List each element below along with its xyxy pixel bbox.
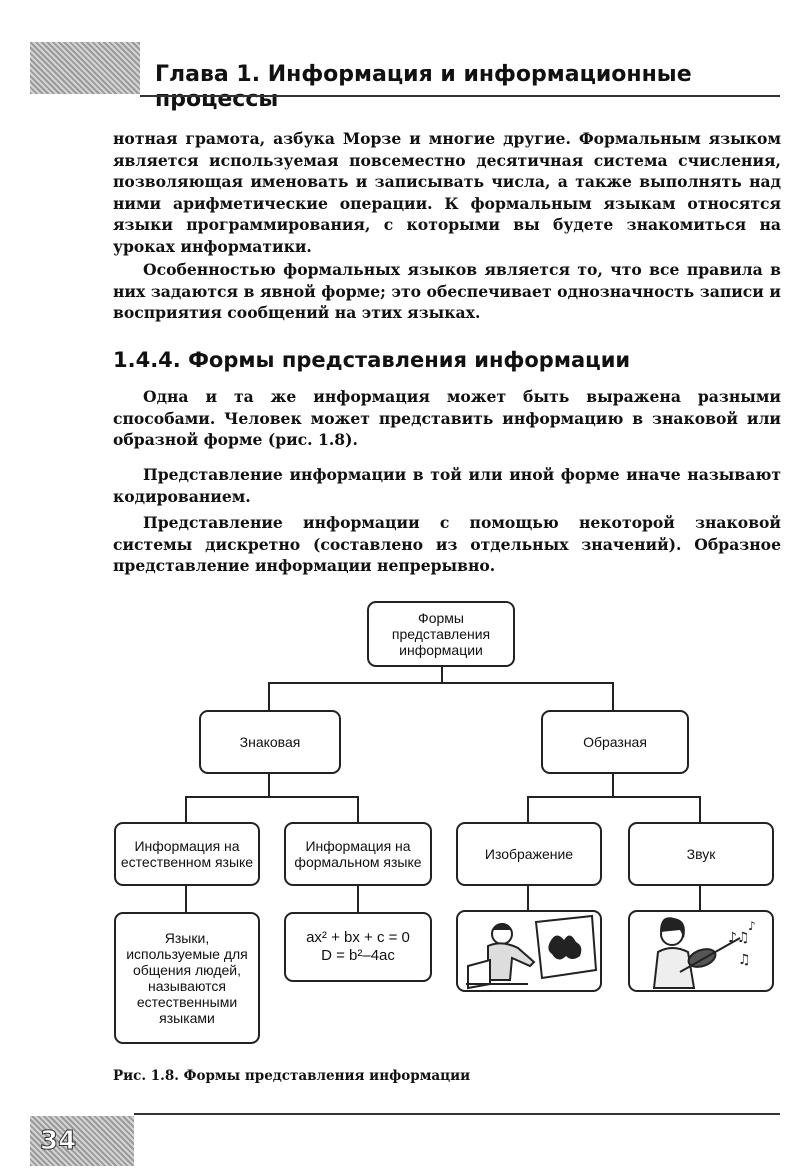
root-node bbox=[367, 601, 515, 667]
formal-label: Информация на формальном языке bbox=[294, 838, 422, 870]
page-number: 34 bbox=[40, 1126, 77, 1156]
connector bbox=[527, 796, 529, 822]
connector bbox=[268, 772, 270, 798]
connector bbox=[527, 886, 529, 910]
paragraph-2: Особенностью формальных языков является то, что все правила в них задаются в явной форме; это обеспечивает однозначность записи и восприятия сообщений на этих языках. bbox=[113, 260, 781, 322]
header-rule bbox=[140, 95, 780, 97]
connector bbox=[612, 682, 614, 710]
natural-language-node bbox=[114, 822, 260, 886]
root-label: Формы представления информации bbox=[391, 610, 491, 658]
artist-drawing-illustration bbox=[456, 910, 602, 992]
svg-text:♪: ♪ bbox=[748, 919, 756, 933]
section-heading: 1.4.4. Формы представления информации bbox=[113, 348, 631, 372]
figure-caption: Рис. 1.8. Формы представления информации bbox=[113, 1068, 471, 1084]
connector bbox=[699, 886, 701, 910]
languages-node bbox=[114, 912, 260, 1044]
formula-node bbox=[284, 912, 432, 982]
paragraph-4: Представление информации в той или иной форме иначе называют кодированием. bbox=[113, 465, 781, 506]
connector bbox=[357, 796, 359, 822]
connector bbox=[357, 886, 359, 912]
connector bbox=[268, 682, 614, 684]
connector bbox=[268, 682, 270, 710]
connector bbox=[527, 796, 701, 798]
svg-text:♪♫: ♪♫ bbox=[728, 930, 750, 946]
sound-label: Звук bbox=[686, 846, 716, 862]
formula-discriminant: D = b²–4ac bbox=[321, 947, 395, 964]
natural-label: Информация на естественном языке bbox=[120, 838, 254, 870]
artist-drawing-icon bbox=[458, 912, 600, 990]
sound-node bbox=[628, 822, 774, 886]
chapter-title: Глава 1. Информация и информационные процессы bbox=[155, 62, 692, 112]
languages-label: Языки, используемые для общения людей, называются естественными языками bbox=[126, 930, 248, 1026]
connector bbox=[441, 665, 443, 683]
picture-label: Изображение bbox=[484, 846, 574, 862]
connector bbox=[185, 796, 187, 822]
picture-node bbox=[456, 822, 602, 886]
paragraph-3: Одна и та же информация может быть выражена разными способами. Человек может представить информацию в знаковой или образной форме (рис. 1.8). bbox=[113, 387, 781, 449]
sign-label: Знаковая bbox=[239, 734, 301, 750]
image-label: Образная bbox=[583, 734, 647, 750]
image-node bbox=[541, 710, 689, 774]
connector bbox=[185, 886, 187, 912]
connector bbox=[612, 772, 614, 798]
connector bbox=[699, 796, 701, 822]
connector bbox=[185, 796, 359, 798]
violinist-icon bbox=[630, 912, 772, 990]
formula-quadratic: ax² + bx + c = 0 bbox=[306, 929, 410, 946]
svg-text:♫: ♫ bbox=[738, 952, 751, 968]
header-decoration bbox=[30, 42, 140, 94]
formal-language-node bbox=[284, 822, 432, 886]
footer-rule bbox=[134, 1113, 780, 1115]
violinist-illustration bbox=[628, 910, 774, 992]
sign-node bbox=[199, 710, 341, 774]
paragraph-1: нотная грамота, азбука Морзе и многие другие. Формальным языком является используемая повсеместно десятичная система счисления, позволяющая именовать и записывать числа, а также выполнять над ними арифметические операции. К формальным языкам относятся языки программирования, с которыми вы будете знакомиться на уроках информатики. bbox=[113, 129, 781, 256]
paragraph-5: Представление информации с помощью некоторой знаковой системы дискретно (составлено из отдельных значений). Образное представление информации непрерывно. bbox=[113, 513, 781, 575]
